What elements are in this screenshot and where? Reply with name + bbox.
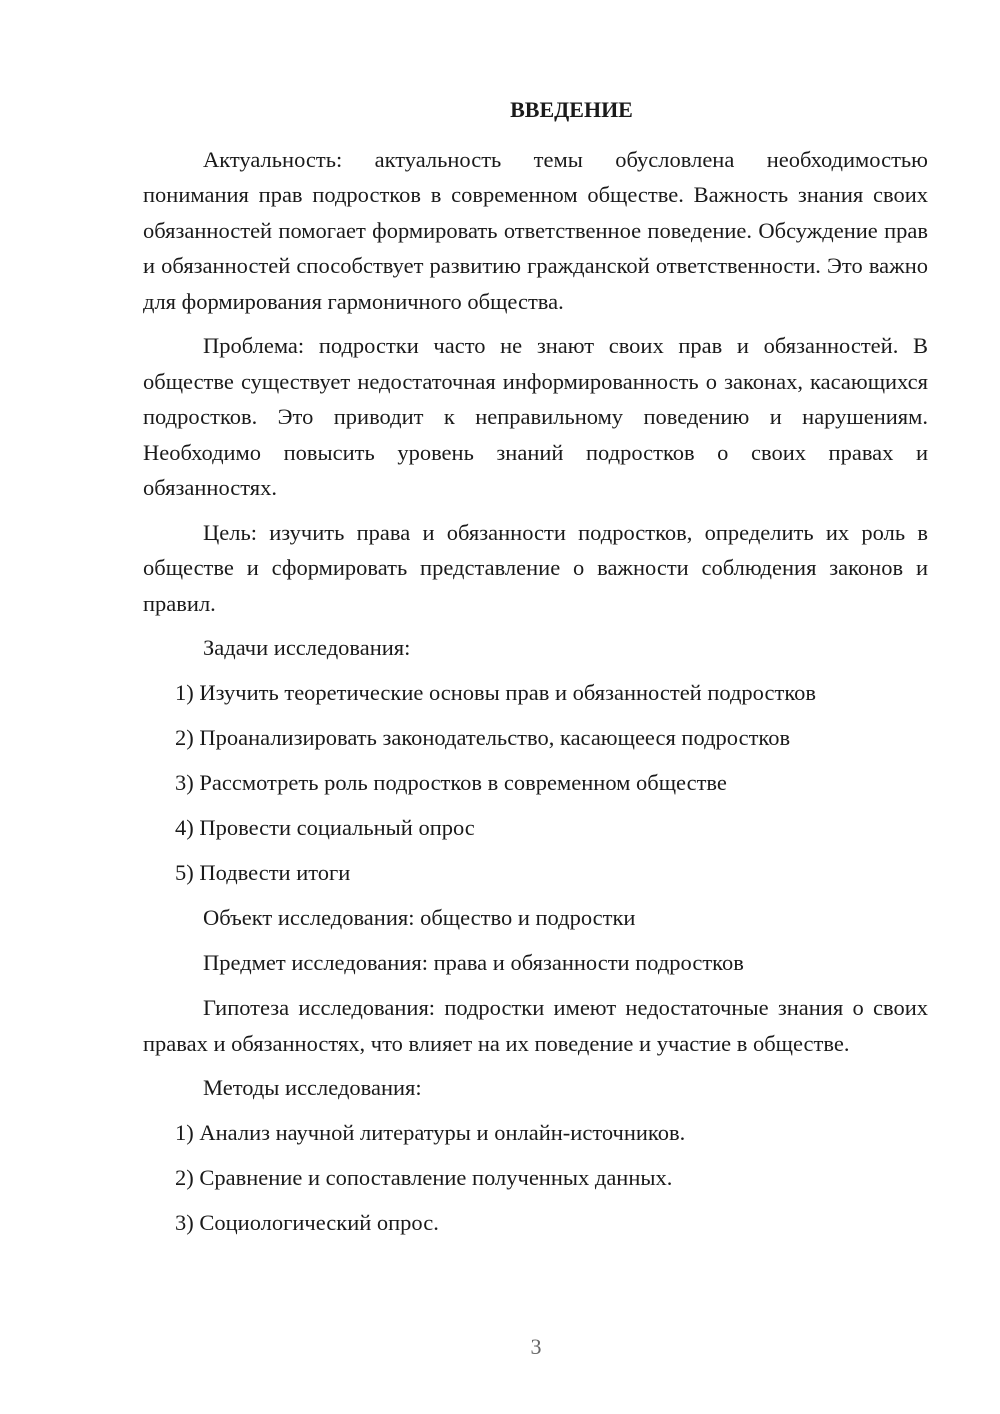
research-subject: Предмет исследования: права и обязанности подростков	[203, 950, 744, 975]
task-item: 5) Подвести итоги	[175, 860, 351, 885]
section-title: ВВЕДЕНИЕ	[510, 97, 633, 122]
methods-heading: Методы исследования:	[203, 1075, 422, 1100]
tasks-heading: Задачи исследования:	[203, 635, 411, 660]
method-item: 2) Сравнение и сопоставление полученных данных.	[175, 1165, 673, 1190]
problem-paragraph: Проблема: подростки часто не знают своих прав и обязанностей. В обществе существует недостаточная информированность о законах, касающихся подростков. Это приводит к неправильному поведению и нарушениям. Необходимо повысить уровень знаний подростков о своих правах и обязанностях.	[143, 333, 928, 500]
task-item: 2) Проанализировать законодательство, касающееся подростков	[175, 725, 791, 750]
relevance-paragraph: Актуальность: актуальность темы обусловлена необходимостью понимания прав подростков в современном обществе. Важность знания своих обязанностей помогает формировать ответственное поведение. Обсуждение прав и обязанностей способствует развитию гражданской ответственности. Это важно для формирования гармоничного общества.	[143, 146, 928, 314]
task-item: 1) Изучить теоретические основы прав и обязанностей подростков	[175, 680, 816, 705]
goal-paragraph: Цель: изучить права и обязанности подростков, определить их роль в обществе и сформировать представление о важности соблюдения законов и правил.	[143, 519, 928, 616]
method-item: 3) Социологический опрос.	[175, 1210, 439, 1235]
page-number: 3	[530, 1334, 542, 1359]
task-item: 4) Провести социальный опрос	[175, 815, 475, 840]
hypothesis-paragraph: Гипотеза исследования: подростки имеют недостаточные знания о своих правах и обязанностях, что влияет на их поведение и участие в обществе.	[143, 995, 928, 1056]
task-item: 3) Рассмотреть роль подростков в современном обществе	[175, 770, 727, 795]
research-object: Объект исследования: общество и подростки	[203, 905, 636, 930]
page-content	[143, 92, 928, 1250]
method-item: 1) Анализ научной литературы и онлайн-источников.	[175, 1120, 686, 1145]
